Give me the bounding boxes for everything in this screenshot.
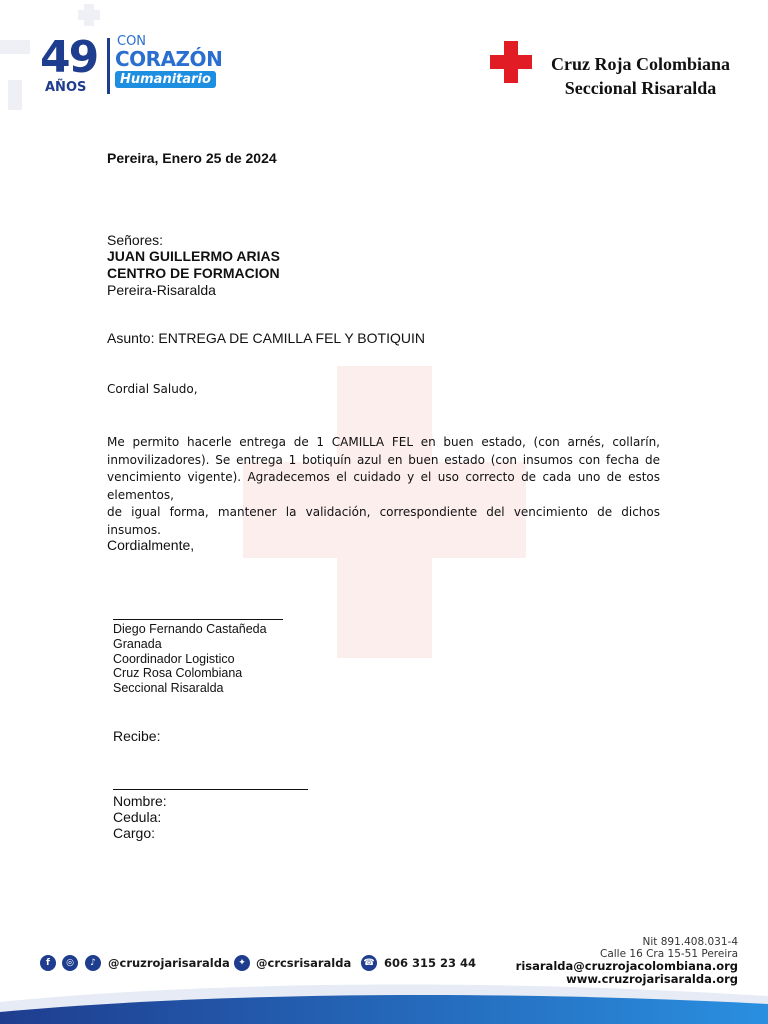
letter-date: Pereira, Enero 25 de 2024 (107, 150, 277, 166)
footer-nit: Nit 891.408.031-4 (642, 936, 738, 948)
anniversary-logo (40, 34, 250, 98)
body-line: inmovilizadores). Se entrega 1 botiquín azul en buen estado (con insumos con fecha de (107, 452, 660, 467)
signer-title: Coordinador Logistico (113, 652, 235, 666)
signature-line (113, 619, 283, 620)
logo-humanitario: Humanitario (115, 71, 216, 88)
logo-con: CON (117, 34, 147, 49)
footer-email[interactable]: risaralda@cruzrojacolombiana.org (515, 959, 738, 973)
red-cross-icon (490, 41, 532, 83)
footer-swoosh (0, 974, 768, 1024)
signer-surname: Granada (113, 637, 162, 651)
corner-decoration (0, 40, 30, 54)
letter-greeting: Cordial Saludo, (107, 382, 198, 396)
body-line: vencimiento vigente). Agradecemos el cuidado y el uso correcto de cada uno de estos elementos, (107, 470, 660, 502)
corner-decoration (8, 80, 22, 110)
tiktok-icon[interactable]: ♪ (85, 955, 101, 971)
body-line: de igual forma, mantener la validación, correspondiente del vencimiento de dichos insumos. (107, 505, 660, 537)
receiver-signature-line (113, 789, 308, 790)
phone-icon[interactable]: ☎ (361, 955, 377, 971)
body-line: Me permito hacerle entrega de 1 CAMILLA FEL en buen estado, (con arnés, collarín, (107, 435, 660, 449)
social-handle-primary[interactable]: @cruzrojarisaralda (108, 956, 230, 970)
social-handle-twitter[interactable]: @crcsrisaralda (256, 956, 352, 970)
letter-subject: Asunto: ENTREGA DE CAMILLA FEL Y BOTIQUIN (107, 330, 425, 346)
footer-website[interactable]: www.cruzrojarisaralda.org (566, 972, 738, 986)
logo-number: 49 (40, 32, 98, 83)
organization-name (538, 52, 743, 100)
logo-divider (107, 38, 110, 94)
recipient-city: Pereira-Risaralda (107, 282, 216, 298)
signer-org: Cruz Rosa Colombiana (113, 666, 243, 680)
receiver-cargo-label: Cargo: (113, 825, 156, 841)
corner-decoration (78, 10, 100, 20)
letter-closing: Cordialmente, (107, 537, 195, 553)
recipient-org: CENTRO DE FORMACION (107, 265, 280, 281)
signer-section: Seccional Risaralda (113, 681, 224, 695)
instagram-icon[interactable]: ◎ (62, 955, 78, 971)
org-name-line1: Cruz Roja Colombiana (551, 54, 730, 74)
footer-address: Calle 16 Cra 15-51 Pereira (600, 948, 738, 960)
receiver-cedula-label: Cedula: (113, 809, 162, 825)
footer-phone[interactable]: 606 315 23 44 (384, 956, 477, 970)
org-name-line2: Seccional Risaralda (564, 78, 717, 98)
receiver-nombre-label: Nombre: (113, 793, 167, 809)
facebook-icon[interactable]: f (40, 955, 56, 971)
salutation-label: Señores: (107, 232, 164, 248)
logo-anos: AÑOS (45, 80, 87, 95)
recipient-name: JUAN GUILLERMO ARIAS (107, 248, 280, 264)
receiver-label: Recibe: (113, 728, 161, 744)
signer-name: Diego Fernando Castañeda (113, 622, 267, 636)
logo-corazon: CORAZÓN (115, 47, 223, 71)
twitter-icon[interactable]: ✦ (234, 955, 250, 971)
letter-body (107, 434, 660, 539)
